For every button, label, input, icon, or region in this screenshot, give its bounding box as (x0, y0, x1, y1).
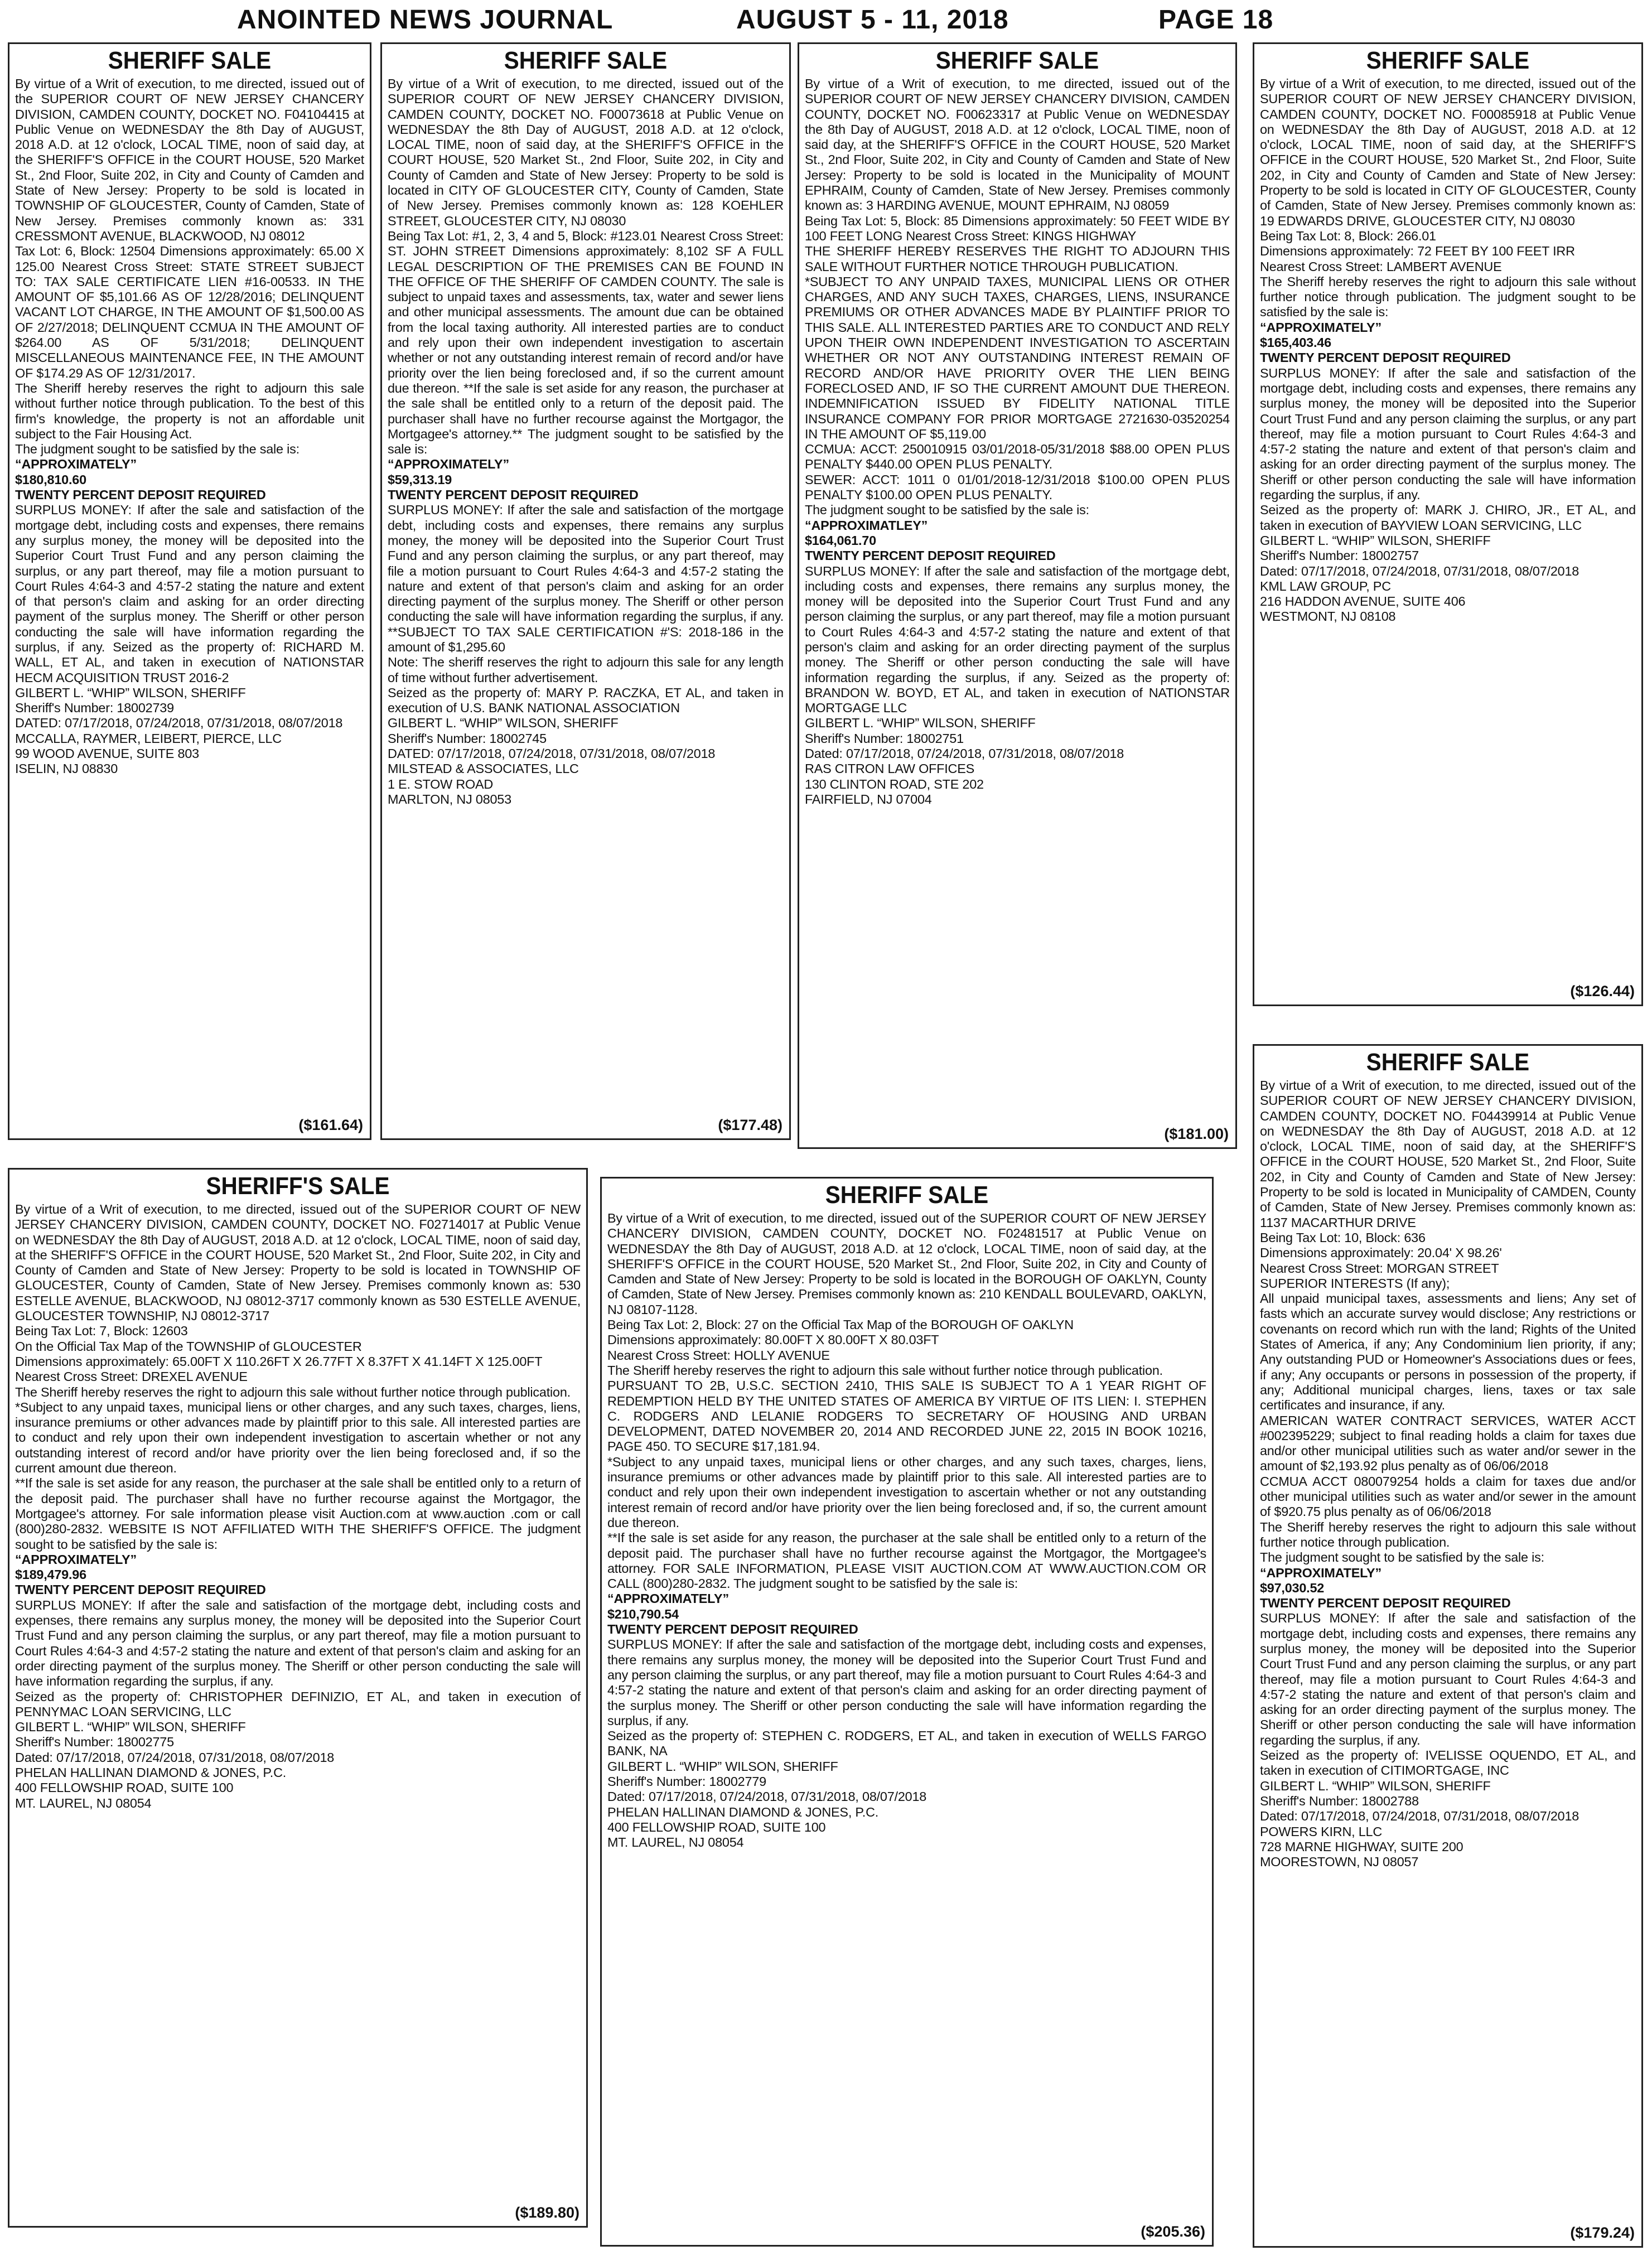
notice-paragraph: By virtue of a Writ of execution, to me directed, issued out of the SUPERIOR COURT OF NEW JERSEY CHANCERY DIVISION, CAMDEN COUNTY, DOCKET NO. F04439914 at Public Venue on WEDNESDAY the 8th Day of AUGUST, 2018 A.D. at 12 o'clock, LOCAL TIME, noon of said day, at the SHERIFF'S OFFICE in the COURT HOUSE, 520 Market St., 2nd Floor, Suite 202, in City and County of Camden and State of New Jersey: Property to be sold is located in Municipality of CAMDEN, County of Camden, State of New Jersey. Premises commonly known as: 1137 MACARTHUR DRIVE (1260, 1078, 1636, 1230)
notice-paragraph: The judgment sought to be satisfied by the sale is: (15, 442, 300, 457)
notice-paragraph: Nearest Cross Street: DREXEL AVENUE (15, 1369, 248, 1384)
notice-paragraph: Dimensions approximately: 80.00FT X 80.00FT X 80.03FT (607, 1332, 939, 1348)
notice-paragraph: SURPLUS MONEY: If after the sale and satisfaction of the mortgage debt, including costs and expenses, there remains any surplus money, the money will be deposited into the Superior Court Trust Fund and any person claiming the surplus, or any part thereof, may file a motion pursuant to Court Rules 4:64-3 and 4:57-2 stating the nature and extent of that person's claim and asking for an order directing payment of the surplus money. The Sheriff or other person conducting the sale will have information regarding the surplus, if any. **SUBJECT TO TAX SALE CERTIFICATION #'S: 2018-186 in the amount of $1,295.60 (388, 503, 784, 654)
notice-paragraph: POWERS KIRN, LLC (1260, 1824, 1383, 1839)
notice-title: SHERIFF SALE (504, 47, 668, 74)
notice-paragraph: The Sheriff hereby reserves the right to adjourn this sale without further notice through publication. (1260, 1519, 1636, 1549)
notice-paragraph: By virtue of a Writ of execution, to me directed, issued out of the SUPERIOR COURT OF NEW JERSEY CHANCERY DIVISION, CAMDEN COUNTY, DOCKET NO. F02714017 at Public Venue on WEDNESDAY the 8th Day of AUGUST, 2018 A.D. at 12 o'clock, LOCAL TIME, noon of said day, at the SHERIFF'S OFFICE in the COURT HOUSE, 520 Market St., 2nd Floor, Suite 202, in City and County of Camden and State of New Jersey: Property to be sold is located in TOWNSHIP OF GLOUCESTER, County of Camden, State of New Jersey. Premises commonly known as: 530 ESTELLE AVENUE, BLACKWOOD, NJ 08012-3717 commonly known as 530 ESTELLE AVENUE, GLOUCESTER TOWNSHIP, NJ 08012-3717 (15, 1202, 581, 1324)
notice-paragraph: Seized as the property of: CHRISTOPHER DEFINIZIO, ET AL, and taken in execution of PENNYMAC LOAN SERVICING, LLC (15, 1689, 581, 1719)
notice-paragraph: WESTMONT, NJ 08108 (1260, 609, 1396, 624)
notice-body (607, 1211, 1206, 1850)
notice-paragraph: Dimensions approximately: 72 FEET BY 100 FEET IRR (1260, 244, 1575, 259)
notice-paragraph: Being Tax Lot: #1, 2, 3, 4 and 5, Block: #123.01 Nearest Cross Street: ST. JOHN STREET Dimensions approximately: 8,102 SF A FULL LEGAL DESCRIPTION OF THE PREMISES CAN BE FOUND IN THE OFFICE OF THE SHERIFF OF CAMDEN COUNTY. The sale is subject to unpaid taxes and assessments, tax, water and sewer liens and other municipal assessments. The amount due can be obtained from the local taxing authority. All interested parties are to conduct and rely upon their own independent investigation to ascertain whether or not any outstanding interest remain of record and/or have priority over the lien being foreclosed and, if so the current amount due thereon. **If the sale is set aside for any reason, the purchaser at the sale shall be entitled only to a return of the deposit paid. The purchaser shall have no further recourse against the Mortgagor, the Mortgagee's attorney.** The judgment sought to be satisfied by the sale is: (388, 228, 784, 457)
notice-paragraph: The Sheriff hereby reserves the right to adjourn this sale without further notice through publication. To the best of this firm's knowledge, the property is not an affordable unit subject to the Fair Housing Act. (15, 380, 364, 441)
notice-body (15, 1202, 581, 1811)
notice-paragraph: **If the sale is set aside for any reason, the purchaser at the sale shall be entitled only to a return of the deposit paid. The purchaser shall have no further recourse against the Mortgagor, the Mortgagee's attorney. For sale information please visit Auction.com at www.auction .com or call (800)280-2832. WEBSITE IS NOT AFFILIATED WITH THE SHERIFF'S OFFICE. The judgment sought to be satisfied by the sale is: (15, 1476, 581, 1552)
notice-paragraph: GILBERT L. “WHIP” WILSON, SHERIFF (1260, 533, 1491, 548)
notice-paragraph: Dated: 07/17/2018, 07/24/2018, 07/31/2018, 08/07/2018 (607, 1789, 927, 1804)
notice-paragraph: “APPROXIMATELY” (1260, 1565, 1382, 1580)
notice-body (805, 76, 1230, 807)
notice-paragraph: TWENTY PERCENT DEPOSIT REQUIRED (607, 1622, 858, 1637)
notice-paragraph: By virtue of a Writ of execution, to me directed, issued out of the SUPERIOR COURT OF NEW JERSEY CHANCERY DIVISION, CAMDEN COUNTY, DOCKET NO. F00085918 at Public Venue on WEDNESDAY the 8th Day of AUGUST, 2018 A.D. at 12 o'clock, LOCAL TIME, noon of said day, at the SHERIFF'S OFFICE in the COURT HOUSE, 520 Market St., 2nd Floor, Suite 202, in City and County of Camden and State of New Jersey: Property to be sold is located in CITY OF GLOUCESTER, County of Camden, State of New Jersey. Premises commonly known as: 19 EDWARDS DRIVE, GLOUCESTER CITY, NJ 08030 (1260, 76, 1636, 228)
notice-paragraph: $165,403.46 (1260, 335, 1331, 350)
notice-body (1260, 76, 1636, 625)
sheriff-sale-notice (8, 1168, 588, 2228)
notice-paragraph: The judgment sought to be satisfied by the sale is: (805, 503, 1089, 518)
notice-paragraph: DATED: 07/17/2018, 07/24/2018, 07/31/2018, 08/07/2018 (15, 716, 343, 731)
notice-paragraph: Dated: 07/17/2018, 07/24/2018, 07/31/2018, 08/07/2018 (15, 1750, 335, 1765)
notice-paragraph: $59,313.19 (388, 472, 452, 487)
notice-paragraph: PURSUANT TO 2B, U.S.C. SECTION 2410, THIS SALE IS SUBJECT TO A 1 YEAR RIGHT OF REDEMPTION HELD BY THE UNITED STATES OF AMERICA BY VIRTUE OF ITS LIEN: I. STEPHEN C. RODGERS AND LELANIE RODGERS TO SECRETARY OF HOUSING AND URBAN DEVELOPMENT, DATED NOVEMBER 20, 2014 AND RECORDED JUNE 22, 2015 IN BOOK 10216, PAGE 450. TO SECURE $17,181.94. (607, 1378, 1206, 1454)
notice-paragraph: All unpaid municipal taxes, assessments and liens; Any set of fasts which an accurate survey would disclose; Any restrictions or covenants on record which run with the land; Rights of the United States of America, if any; Any Condominium lien priority, if any; Any outstanding PUD or Homeowner's Associations dues or fees, if any; Any occupants or persons in possession of the property, if any; Additional municipal charges, liens, taxes or tax sale certificates and insurance, if any. (1260, 1291, 1636, 1413)
notice-paragraph: SURPLUS MONEY: If after the sale and satisfaction of the mortgage debt, including costs and expenses, there remains any surplus money, the money will be deposited into the Superior Court Trust Fund and any person claiming the surplus, or any part thereof, may file a motion pursuant to Court Rules 4:64-3 and 4:57-2 stating the nature and extent of that person's claim and asking for an order directing payment of the surplus money. The Sheriff or other person conducting the sale will have information regarding the surplus, if any. (15, 1597, 581, 1689)
notice-paragraph: Being Tax Lot: 8, Block: 266.01 (1260, 228, 1436, 243)
notice-fee: ($205.36) (1141, 2223, 1205, 2240)
notice-paragraph: By virtue of a Writ of execution, to me directed, issued out of the SUPERIOR COURT OF NEW JERSEY CHANCERY DIVISION, CAMDEN COUNTY, DOCKET NO. F00073618 at Public Venue on WEDNESDAY the 8th Day of AUGUST, 2018 A.D. at 12 o'clock, LOCAL TIME, noon of said day, at the SHERIFF'S OFFICE in the COURT HOUSE, 520 Market St., 2nd Floor, Suite 202, in City and County of Camden and State of New Jersey: Property to be sold is located in CITY OF GLOUCESTER CITY, County of Camden, State of New Jersey. Premises commonly known as: 128 KOEHLER STREET, GLOUCESTER CITY, NJ 08030 (388, 76, 784, 228)
notice-paragraph: PHELAN HALLINAN DIAMOND & JONES, P.C. (15, 1765, 287, 1780)
notice-paragraph: SURPLUS MONEY: If after the sale and satisfaction of the mortgage debt, including costs and expenses, there remains any surplus money, the money will be deposited into the Superior Court Trust Fund and any person claiming the surplus, or any part thereof, may file a motion pursuant to Court Rules 4:64-3 and 4:57-2 stating the nature and extent of that person's claim and asking for an order directing payment of the surplus money. The Sheriff or other person conducting the sale will have information regarding the surplus, if any. Seized as the property of: RICHARD M. WALL, ET AL, and taken in execution of NATIONSTAR HECM ACQUISITION TRUST 2016-2 (15, 503, 364, 685)
notice-paragraph: GILBERT L. “WHIP” WILSON, SHERIFF (805, 716, 1036, 731)
notice-paragraph: MCCALLA, RAYMER, LEIBERT, PIERCE, LLC (15, 731, 282, 746)
notice-body (15, 76, 364, 777)
notice-paragraph: Dimensions approximately: 20.04' X 98.26' (1260, 1245, 1502, 1261)
notice-paragraph: SEWER: ACCT: 1011 0 01/01/2018-12/31/2018 $100.00 OPEN PLUS PENALTY $100.00 OPEN PLUS PENALTY. (805, 472, 1230, 503)
notice-paragraph: Seized as the property of: MARK J. CHIRO, JR., ET AL, and taken in execution of BAYVIEW LOAN SERVICING, LLC (1260, 503, 1636, 533)
notice-title: SHERIFF SALE (935, 47, 1099, 74)
notice-paragraph: Being Tax Lot: 2, Block: 27 on the Official Tax Map of the BOROUGH OF OAKLYN (607, 1317, 1074, 1332)
notice-paragraph: Sheriff's Number: 18002745 (388, 731, 547, 746)
notice-fee: ($126.44) (1570, 983, 1635, 999)
notice-paragraph: GILBERT L. “WHIP” WILSON, SHERIFF (15, 685, 246, 700)
notice-paragraph: Being Tax Lot: 7, Block: 12603 (15, 1324, 188, 1339)
notice-paragraph: Sheriff's Number: 18002779 (607, 1774, 766, 1789)
notice-paragraph: Sheriff's Number: 18002788 (1260, 1793, 1419, 1808)
notice-paragraph: The judgment sought to be satisfied by the sale is: (1260, 1550, 1544, 1565)
notice-paragraph: RAS CITRON LAW OFFICES (805, 761, 975, 776)
notice-body (388, 76, 784, 807)
notice-paragraph: GILBERT L. “WHIP” WILSON, SHERIFF (1260, 1778, 1491, 1793)
notice-paragraph: Note: The sheriff reserves the right to adjourn this sale for any length of time without further advertisement. (388, 655, 784, 685)
notice-paragraph: The Sheriff hereby reserves the right to adjourn this sale without further notice through publication. (607, 1363, 1163, 1378)
notice-paragraph: *Subject to any unpaid taxes, municipal liens or other charges, and any such taxes, charges, liens, insurance premiums or other advances made by plaintiff prior to this sale. All interested parties are to conduct and rely upon their own independent investigation to ascertain whether or not any outstanding interest remain of record and/or have priority over the lien being foreclosed and, if so, the current amount due thereon. (607, 1454, 1206, 1530)
notice-paragraph: $180,810.60 (15, 472, 86, 487)
notice-paragraph: Being Tax Lot: 10, Block: 636 (1260, 1230, 1426, 1245)
sheriff-sale-notice (380, 42, 791, 1140)
sheriff-sale-notice (8, 42, 371, 1140)
notice-paragraph: GILBERT L. “WHIP” WILSON, SHERIFF (388, 716, 619, 731)
notice-paragraph: Seized as the property of: MARY P. RACZKA, ET AL, and taken in execution of U.S. BANK NATIONAL ASSOCIATION (388, 685, 784, 716)
notice-paragraph: Dated: 07/17/2018, 07/24/2018, 07/31/2018, 08/07/2018 (805, 746, 1124, 761)
notice-fee: ($177.48) (718, 1117, 782, 1133)
notice-paragraph: The Sheriff hereby reserves the right to adjourn this sale without further notice through publication. (15, 1384, 571, 1399)
notice-paragraph: By virtue of a Writ of execution, to me directed, issued out of the SUPERIOR COURT OF NEW JERSEY CHANCERY DIVISION, CAMDEN COUNTY, DOCKET NO. F04104415 at Public Venue on WEDNESDAY the 8th Day of AUGUST, 2018 A.D. at 12 o'clock, LOCAL TIME, noon of said day, at the SHERIFF'S OFFICE in the COURT HOUSE, 520 Market St., 2nd Floor, Suite 202, in City and County of Camden and State of New Jersey: Property to be sold is located in TOWNSHIP OF GLOUCESTER, County of Camden, State of New Jersey. Premises commonly known as: 331 CRESSMONT AVENUE, BLACKWOOD, NJ 08012 (15, 76, 364, 243)
notice-paragraph: Nearest Cross Street: MORGAN STREET (1260, 1261, 1499, 1276)
notice-paragraph: 1 E. STOW ROAD (388, 776, 494, 791)
notice-paragraph: 130 CLINTON ROAD, STE 202 (805, 776, 984, 791)
notice-fee: ($179.24) (1570, 2224, 1635, 2241)
notice-paragraph: $164,061.70 (805, 533, 876, 548)
sheriff-sale-notice (1253, 1044, 1643, 2248)
notice-paragraph: Being Tax Lot: 5, Block: 85 Dimensions approximately: 50 FEET WIDE BY 100 FEET LONG Nearest Cross Street: KINGS HIGHWAY (805, 213, 1230, 243)
notice-title: SHERIFF'S SALE (206, 1172, 390, 1200)
notice-fee: ($189.80) (515, 2204, 579, 2221)
masthead (0, 4, 1652, 44)
notice-paragraph: TWENTY PERCENT DEPOSIT REQUIRED (388, 487, 639, 503)
sheriff-sale-notice (1253, 42, 1643, 1006)
notice-paragraph: FAIRFIELD, NJ 07004 (805, 791, 932, 806)
notice-paragraph: *Subject to any unpaid taxes, municipal liens or other charges, and any such taxes, charges, liens, insurance premiums or other advances made by plaintiff prior to this sale. All interested parties are to conduct and rely upon their own independent investigation to ascertain whether or not any outstanding interest of record and/or have priority over the lien being foreclosed and, if so the current amount due thereon. (15, 1399, 581, 1476)
notice-paragraph: MILSTEAD & ASSOCIATES, LLC (388, 761, 579, 776)
notice-paragraph: 216 HADDON AVENUE, SUITE 406 (1260, 594, 1466, 609)
notice-paragraph: On the Official Tax Map of the TOWNSHIP of GLOUCESTER (15, 1339, 362, 1354)
notice-paragraph: *SUBJECT TO ANY UNPAID TAXES, MUNICIPAL LIENS OR OTHER CHARGES, AND ANY SUCH TAXES, CHARGES, LIENS, INSURANCE PREMIUMS OR OTHER ADVANCES MADE BY PLAINTIFF PRIOR TO THIS SALE. ALL INTERESTED PARTIES ARE TO CONDUCT AND RELY UPON THEIR OWN INDEPENDENT INVESTIGATION TO ASCERTAIN WHETHER OR NOT ANY OUTSTANDING INTEREST REMAIN OF RECORD AND/OR HAVE PRIORITY OVER THE LIEN BEING FORECLOSED AND, IF SO THE CURRENT AMOUNT DUE THEREON. INDEMNIFICATION ISSUED BY FIDELITY NATIONAL TITLE INSURANCE COMPANY FOR PRIOR MORTGAGE 2721630-03520254 IN THE AMOUNT OF $5,119.00 (805, 274, 1230, 441)
notice-paragraph: TWENTY PERCENT DEPOSIT REQUIRED (15, 1582, 266, 1597)
notice-title: SHERIFF SALE (1366, 1049, 1530, 1076)
notice-paragraph: TWENTY PERCENT DEPOSIT REQUIRED (1260, 1596, 1511, 1611)
notice-paragraph: MT. LAUREL, NJ 08054 (15, 1795, 152, 1810)
notice-paragraph: MARLTON, NJ 08053 (388, 791, 511, 806)
notice-paragraph: ISELIN, NJ 08830 (15, 761, 118, 776)
notice-paragraph: AMERICAN WATER CONTRACT SERVICES, WATER ACCT #002395229; subject to final reading holds a claim for taxes due and/or other municipal utilities such as water and/or sewer in the amount of $2,193.92 plus penalty as of 06/06/2018 (1260, 1413, 1636, 1474)
notice-paragraph: Sheriff's Number: 18002739 (15, 701, 174, 716)
notice-paragraph: KML LAW GROUP, PC (1260, 578, 1391, 593)
notice-title: SHERIFF SALE (825, 1181, 989, 1209)
notice-paragraph: PHELAN HALLINAN DIAMOND & JONES, P.C. (607, 1804, 879, 1819)
notice-fee: ($161.64) (298, 1117, 363, 1133)
notice-paragraph: “APPROXIMATELY” (15, 457, 137, 472)
notice-paragraph: Seized as the property of: STEPHEN C. RODGERS, ET AL, and taken in execution of WELLS FARGO BANK, NA (607, 1728, 1206, 1759)
notice-paragraph: Sheriff's Number: 18002751 (805, 731, 964, 746)
notice-paragraph: “APPROXIMATELY” (607, 1591, 729, 1606)
notice-paragraph: $210,790.54 (607, 1606, 679, 1621)
notice-body (1260, 1078, 1636, 1870)
notice-paragraph: Dimensions approximately: 65.00FT X 110.26FT X 26.77FT X 8.37FT X 41.14FT X 125.00FT (15, 1354, 543, 1369)
notice-paragraph: 728 MARNE HIGHWAY, SUITE 200 (1260, 1839, 1463, 1854)
notice-fee: ($181.00) (1164, 1126, 1229, 1142)
notice-paragraph: DATED: 07/17/2018, 07/24/2018, 07/31/2018, 08/07/2018 (388, 746, 716, 761)
notice-paragraph: TWENTY PERCENT DEPOSIT REQUIRED (1260, 350, 1511, 365)
notice-paragraph: $189,479.96 (15, 1567, 86, 1582)
notice-paragraph: “APPROXIMATELY” (1260, 320, 1382, 335)
notice-title: SHERIFF SALE (108, 47, 272, 74)
notice-paragraph: GILBERT L. “WHIP” WILSON, SHERIFF (15, 1720, 246, 1735)
notice-paragraph: SURPLUS MONEY: If after the sale and satisfaction of the mortgage debt, including costs and expenses, there remains any surplus money, the money will be deposited into the Superior Court Trust Fund and any person claiming the surplus, or any part thereof, may file a motion pursuant to Court Rules 4:64-3 and 4:57-2 stating the nature and extent of that person's claim and asking for an order directing payment of the surplus money. The Sheriff or other person conducting the sale will have information regarding the surplus, if any. (607, 1637, 1206, 1728)
notice-paragraph: TWENTY PERCENT DEPOSIT REQUIRED (15, 487, 266, 503)
notice-paragraph: Sheriff's Number: 18002757 (1260, 548, 1419, 563)
notice-paragraph: THE SHERIFF HEREBY RESERVES THE RIGHT TO ADJOURN THIS SALE WITHOUT FURTHER NOTICE THROUGH PUBLICATION. (805, 244, 1230, 274)
notice-paragraph: SURPLUS MONEY: If after the sale and satisfaction of the mortgage debt, including costs and expenses, there remains any surplus money, the money will be deposited into the Superior Court Trust Fund and any person claiming the surplus, or any part thereof, may file a motion pursuant to Court Rules 4:64-3 and 4:57-2 stating the nature and extent of that person's claim and asking for an order directing payment of the surplus money. The Sheriff or other person conducting the sale will have information regarding the surplus, if any. (1260, 365, 1636, 503)
notice-paragraph: Sheriff's Number: 18002775 (15, 1735, 174, 1750)
sheriff-sale-notice (600, 1177, 1214, 2247)
notice-paragraph: By virtue of a Writ of execution, to me directed, issued out of the SUPERIOR COURT OF NEW JERSEY CHANCERY DIVISION, CAMDEN COUNTY, DOCKET NO. F00623317 at Public Venue on WEDNESDAY the 8th Day of AUGUST, 2018 A.D. at 12 o'clock, LOCAL TIME, noon of said day, at the SHERIFF'S OFFICE in the COURT HOUSE, 520 Market St., 2nd Floor, Suite 202, in City and County of Camden and State of New Jersey: Property to be sold is located in the Municipality of MOUNT EPHRAIM, County of Camden, State of New Jersey. Premises commonly known as: 3 HARDING AVENUE, MOUNT EPHRAIM, NJ 08059 (805, 76, 1230, 213)
issue-dates: AUGUST 5 - 11, 2018 (736, 5, 1009, 35)
notice-paragraph: SURPLUS MONEY: If after the sale and satisfaction of the mortgage debt, including costs and expenses, there remains any surplus money, the money will be deposited into the Superior Court Trust Fund and any person claiming the surplus, or any part thereof, may file a motion pursuant to Court Rules 4:64-3 and 4:57-2 stating the nature and extent of that person's claim and asking for an order directing payment of the surplus money. The Sheriff or other person conducting the sale will have information regarding the surplus, if any. (1260, 1611, 1636, 1747)
notice-paragraph: 400 FELLOWSHIP ROAD, SUITE 100 (607, 1819, 826, 1834)
notice-paragraph: Seized as the property of: IVELISSE OQUENDO, ET AL, and taken in execution of CITIMORTGAGE, INC (1260, 1748, 1636, 1778)
notice-title: SHERIFF SALE (1366, 47, 1530, 74)
notice-paragraph: Nearest Cross Street: LAMBERT AVENUE (1260, 259, 1502, 274)
notice-paragraph: Dated: 07/17/2018, 07/24/2018, 07/31/2018, 08/07/2018 (1260, 1809, 1579, 1824)
notice-paragraph: TWENTY PERCENT DEPOSIT REQUIRED (805, 548, 1056, 563)
notice-paragraph: GILBERT L. “WHIP” WILSON, SHERIFF (607, 1759, 838, 1774)
notice-paragraph: By virtue of a Writ of execution, to me directed, issued out of the SUPERIOR COURT OF NEW JERSEY CHANCERY DIVISION, CAMDEN COUNTY, DOCKET NO. F02481517 at Public Venue on WEDNESDAY the 8th Day of AUGUST, 2018 A.D. at 12 o'clock, LOCAL TIME, noon of said day, at the SHERIFF'S OFFICE in the COURT HOUSE, 520 Market St., 2nd Floor, Suite 202, in City and County of Camden and State of New Jersey: Property to be sold is located in the BOROUGH OF OAKLYN, County of Camden, State of New Jersey. Premises commonly known as: 210 KENDALL BOULEVARD, OAKLYN, NJ 08107-1128. (607, 1211, 1206, 1317)
notice-paragraph: “APPROXIMATELY” (388, 457, 509, 472)
notice-paragraph: MT. LAUREL, NJ 08054 (607, 1835, 744, 1850)
notice-paragraph: $97,030.52 (1260, 1580, 1325, 1595)
notice-paragraph: MOORESTOWN, NJ 08057 (1260, 1855, 1419, 1870)
page-number: PAGE 18 (1158, 5, 1274, 35)
newspaper-name: ANOINTED NEWS JOURNAL (237, 5, 614, 35)
notice-paragraph: “APPROXIMATLEY” (805, 518, 928, 533)
notice-paragraph: 400 FELLOWSHIP ROAD, SUITE 100 (15, 1780, 234, 1795)
notice-paragraph: “APPROXIMATELY” (15, 1552, 137, 1567)
sheriff-sale-notice (798, 42, 1237, 1149)
notice-paragraph: **If the sale is set aside for any reason, the purchaser at the sale shall be entitled only to a return of the deposit paid. The purchaser shall have no further recourse against the Mortgagor, the Mortgagee's attorney. FOR SALE INFORMATION, PLEASE VISIT AUCTION.COM AT WWW.AUCTION.COM OR CALL (800)280-2832. The judgment sought to be satisfied by the sale is: (607, 1530, 1206, 1591)
notice-paragraph: Dated: 07/17/2018, 07/24/2018, 07/31/2018, 08/07/2018 (1260, 563, 1579, 578)
notice-paragraph: The Sheriff hereby reserves the right to adjourn this sale without further notice through publication. The judgment sought to be satisfied by the sale is: (1260, 274, 1636, 320)
notice-paragraph: Tax Lot: 6, Block: 12504 Dimensions approximately: 65.00 X 125.00 Nearest Cross Street: STATE STREET SUBJECT TO: TAX SALE CERTIFICATE LIEN #16-00533. IN THE AMOUNT OF $5,101.66 AS OF 12/28/2016; DELINQUENT VACANT LOT CHARGE, IN THE AMOUNT OF $1,500.00 AS OF 2/27/2018; DELINQUENT CCMUA IN THE AMOUNT OF $264.00 AS OF 5/31/2018; DELINQUENT MISCELLANEOUS MAINTENANCE FEE, IN THE AMOUNT OF $174.29 AS OF 12/31/2017. (15, 244, 364, 380)
notice-paragraph: 99 WOOD AVENUE, SUITE 803 (15, 746, 199, 761)
notice-paragraph: CCMUA ACCT 080079254 holds a claim for taxes due and/or other municipal utilities such as water and/or sewer in the amount of $920.75 plus penalty as of 06/06/2018 (1260, 1474, 1636, 1519)
notice-paragraph: SURPLUS MONEY: If after the sale and satisfaction of the mortgage debt, including costs and expenses, there remains any surplus money, the money will be deposited into the Superior Court Trust Fund and any person claiming the surplus, or any part thereof, may file a motion pursuant to Court Rules 4:64-3 and 4:57-2 stating the nature and extent of that person's claim and asking for an order directing payment of the surplus money. The Sheriff or other person conducting the sale will have information regarding the surplus, if any. Seized as the property of: BRANDON W. BOYD, ET AL, and taken in execution of NATIONSTAR MORTGAGE LLC (805, 563, 1230, 716)
notice-paragraph: Nearest Cross Street: HOLLY AVENUE (607, 1348, 830, 1363)
notice-paragraph: CCMUA: ACCT: 250010915 03/01/2018-05/31/2018 $88.00 OPEN PLUS PENALTY $440.00 OPEN PLUS PENALTY. (805, 442, 1230, 472)
notice-paragraph: SUPERIOR INTERESTS (If any); (1260, 1276, 1450, 1291)
